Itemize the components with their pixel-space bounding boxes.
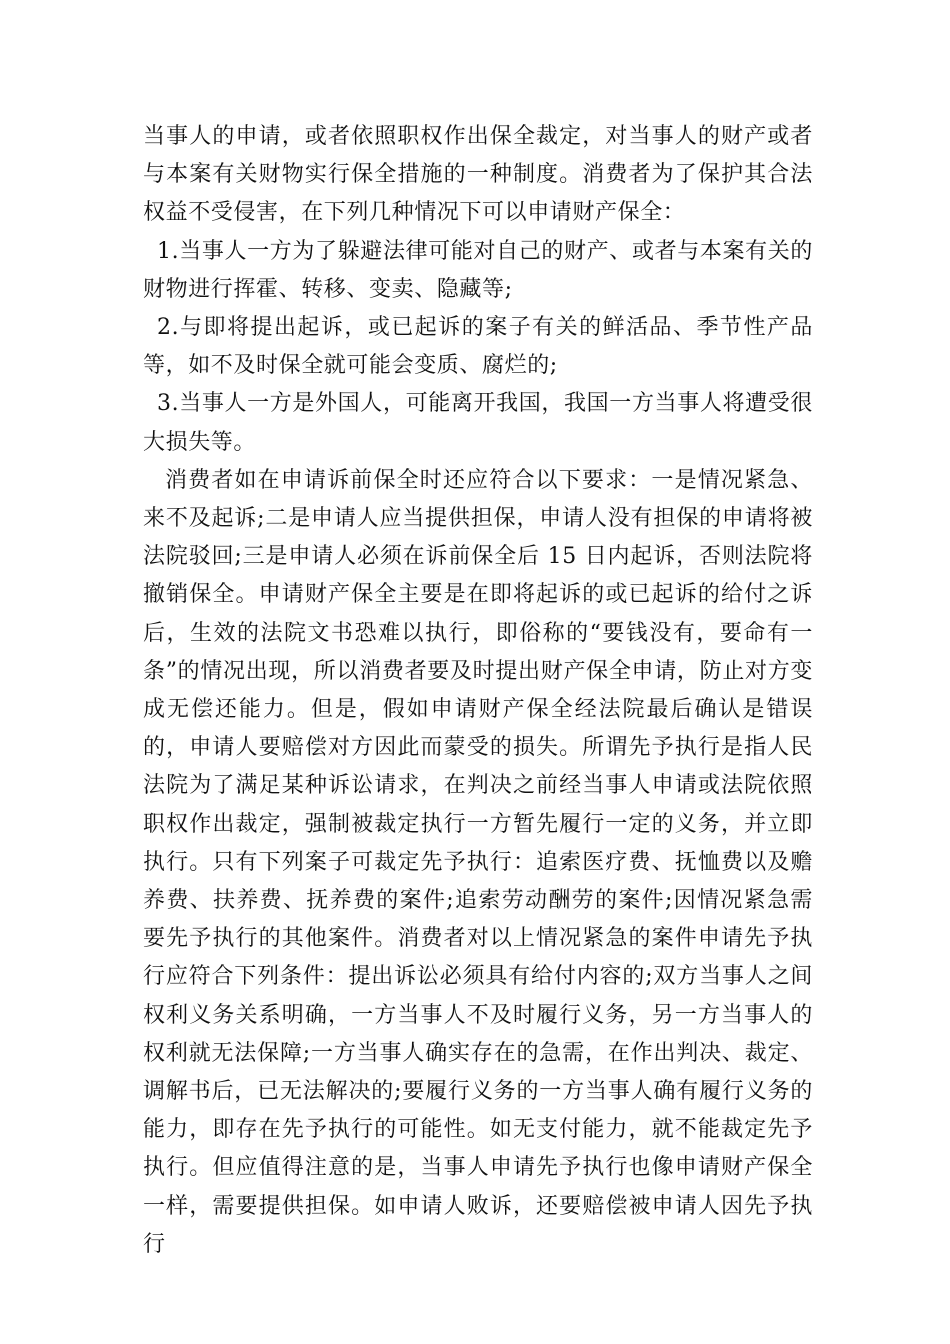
- list-item-2: 2.与即将提出起诉，或已起诉的案子有关的鲜活品、季节性产品等，如不及时保全就可能会变质、腐烂的;: [143, 315, 813, 379]
- paragraph-main: 消费者如在申请诉前保全时还应符合以下要求：一是情况紧急、来不及起诉;二是申请人应当提供担保，申请人没有担保的申请将被法院驳回;三是申请人必须在诉前保全后 15 日内起诉，否则法院将撤销保全。申请财产保全主要是在即将起诉的或已起诉的给付之诉后，生效的法院文书恐难以执行，即俗称的“要钱没有，要命有一条”的情况出现，所以消费者要及时提出财产保全申请，防止对方变成无偿还能力。但是，假如申请财产保全经法院最后确认是错误的，申请人要赔偿对方因此而蒙受的损失。所谓先予执行是指人民法院为了满足某种诉讼请求，在判决之前经当事人申请或法院依照职权作出裁定，强制被裁定执行一方暂先履行一定的义务，并立即执行。只有下列案子可裁定先予执行：追索医疗费、抚恤费以及赡养费、扶养费、抚养费的案件;追索劳动酬劳的案件;因情况紧急需要先予执行的其他案件。消费者对以上情况紧急的案件申请先予执行应符合下列条件：提出诉讼必须具有给付内容的;双方当事人之间权利义务关系明确，一方当事人不及时履行义务，另一方当事人的权利就无法保障;一方当事人确实存在的急需，在作出判决、裁定、调解书后，已无法解决的;要履行义务的一方当事人确有履行义务的能力，即存在先予执行的可能性。如无支付能力，就不能裁定先予执行。但应值得注意的是，当事人申请先予执行也像申请财产保全一样，需要提供担保。如申请人败诉，还要赔偿被申请人因先予执行: [143, 467, 813, 1257]
- document-body: [143, 118, 813, 1264]
- list-item-1: 1.当事人一方为了躲避法律可能对自己的财产、或者与本案有关的财物进行挥霍、转移、变卖、隐藏等;: [143, 238, 813, 302]
- paragraph-intro: 当事人的申请，或者依照职权作出保全裁定，对当事人的财产或者与本案有关财物实行保全措施的一种制度。消费者为了保护其合法权益不受侵害，在下列几种情况下可以申请财产保全：: [143, 124, 813, 226]
- list-item-3: 3.当事人一方是外国人，可能离开我国，我国一方当事人将遭受很大损失等。: [143, 391, 813, 455]
